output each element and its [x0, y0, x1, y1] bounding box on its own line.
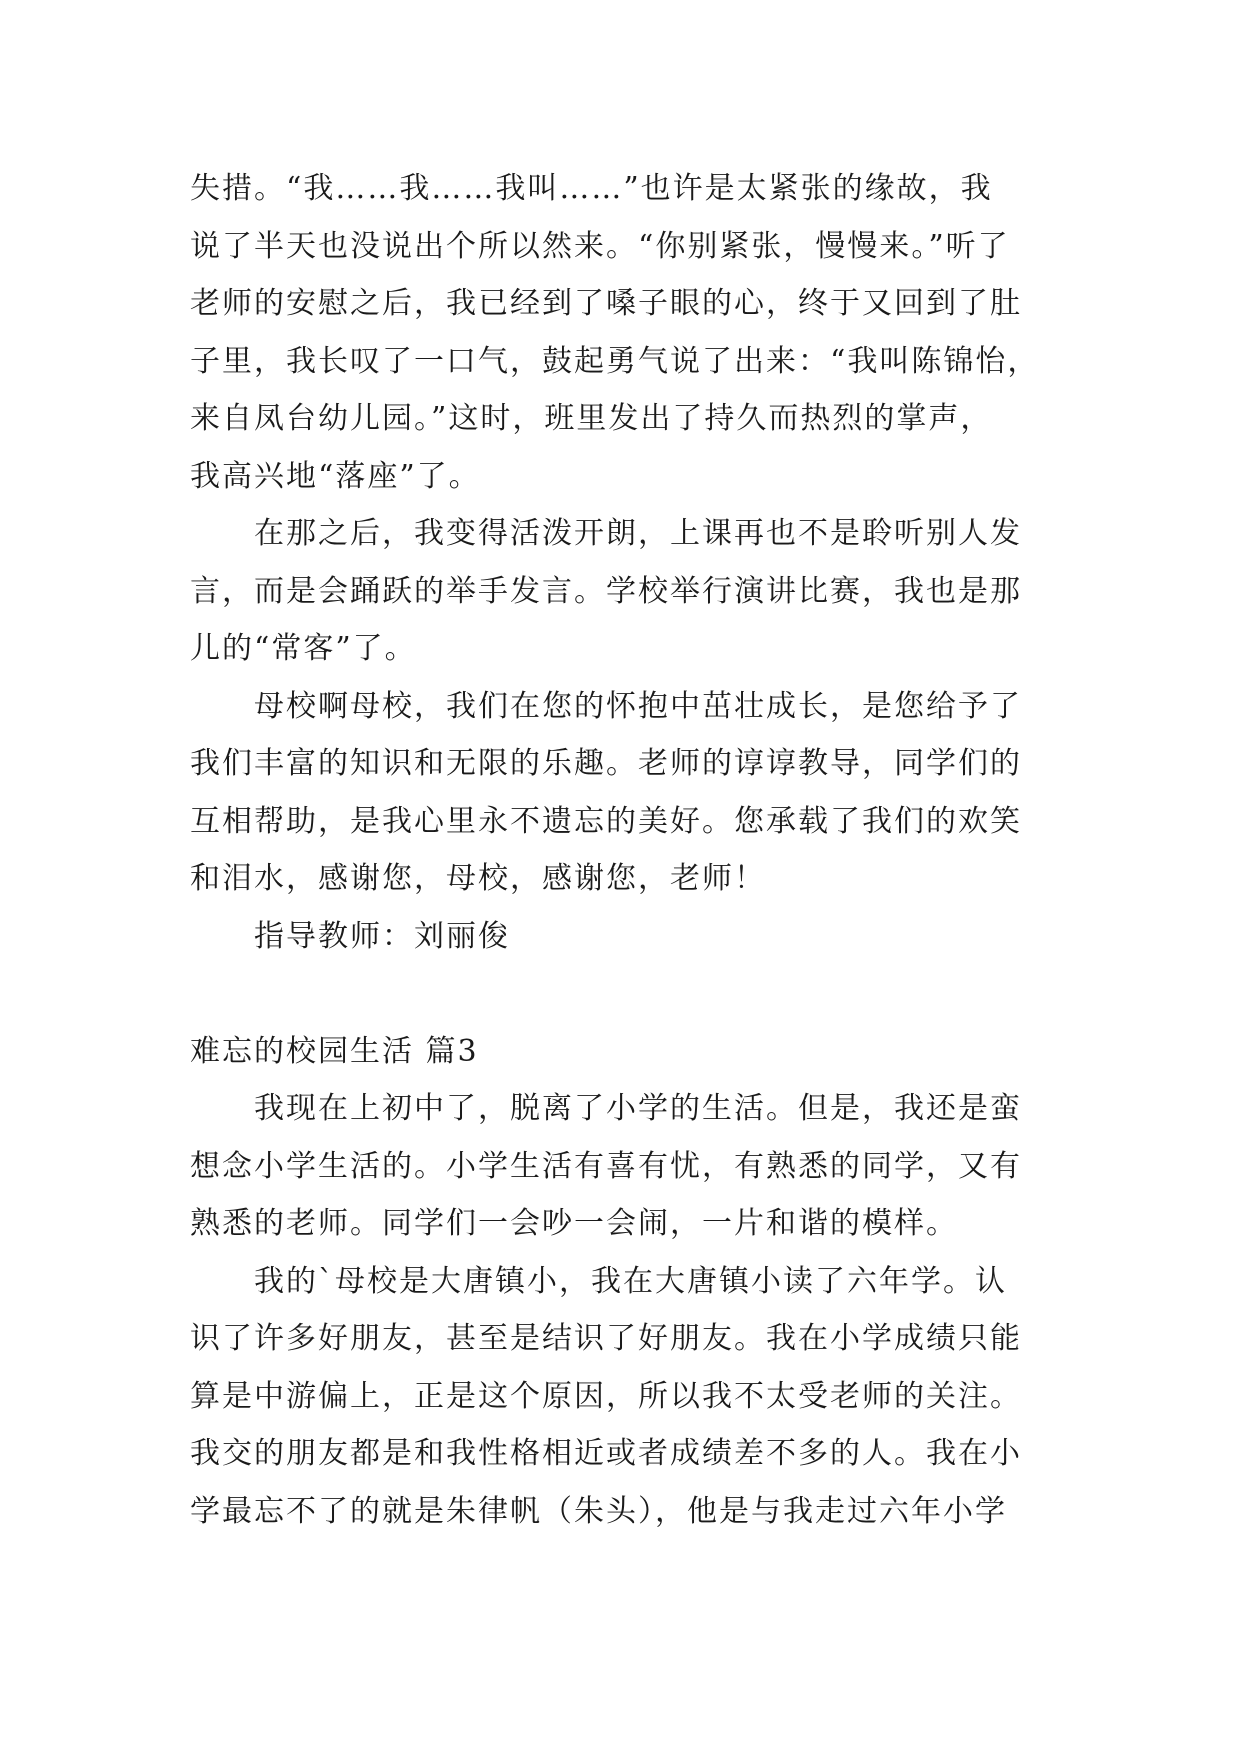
- paragraph-start-line: 我的`母校是大唐镇小，我在大唐镇小读了六年学。认: [254, 1263, 1007, 1299]
- text-line: 老师的安慰之后，我已经到了嗓子眼的心，终于又回到了肚: [190, 286, 1022, 321]
- text-line: 学最忘不了的就是朱律帆（朱头），他是与我走过六年小学: [190, 1493, 1007, 1529]
- advisor-line: 指导教师：刘丽俊: [254, 918, 510, 954]
- text-line: 熟悉的老师。同学们一会吵一会闹，一片和谐的模样。: [190, 1206, 958, 1241]
- text-line: 言，而是会踊跃的举手发言。学校举行演讲比赛，我也是那: [190, 573, 1022, 609]
- text-line: 来自凤台幼儿园。”这时，班里发出了持久而热烈的掌声，: [190, 401, 993, 436]
- text-line: 我高兴地“落座”了。: [190, 458, 481, 494]
- text-line: 互相帮助，是我心里永不遗忘的美好。您承载了我们的欢笑: [190, 803, 1022, 839]
- text-line: 失措。“我……我……我叫……”也许是太紧张的缘故，我: [190, 171, 993, 206]
- text-line: 说了半天也没说出个所以然来。“你别紧张，慢慢来。”听了: [190, 228, 1010, 264]
- text-line: 和泪水，感谢您，母校，感谢您，老师！: [190, 861, 766, 896]
- paragraph-start-line: 在那之后，我变得活泼开朗，上课再也不是聆听别人发: [254, 516, 1022, 551]
- text-line: 我交的朋友都是和我性格相近或者成绩差不多的人。我在小: [190, 1436, 1022, 1471]
- blank-line: [190, 965, 1070, 1023]
- text-line: 识了许多好朋友，甚至是结识了好朋友。我在小学成绩只能: [190, 1321, 1022, 1356]
- text-line: 儿的“常客”了。: [190, 631, 417, 666]
- text-line: 子里，我长叹了一口气，鼓起勇气说了出来：“我叫陈锦怡，: [190, 343, 1040, 379]
- article-body: [190, 160, 1070, 1540]
- text-line: 我们丰富的知识和无限的乐趣。老师的谆谆教导，同学们的: [190, 746, 1022, 781]
- text-line: 算是中游偏上，正是这个原因，所以我不太受老师的关注。: [190, 1378, 1022, 1414]
- paragraph-start-line: 我现在上初中了，脱离了小学的生活。但是，我还是蛮: [254, 1091, 1022, 1126]
- section-title: 难忘的校园生活 篇3: [190, 1033, 479, 1069]
- text-line: 想念小学生活的。小学生活有喜有忧，有熟悉的同学，又有: [190, 1148, 1022, 1184]
- paragraph-start-line: 母校啊母校，我们在您的怀抱中茁壮成长，是您给予了: [254, 688, 1022, 724]
